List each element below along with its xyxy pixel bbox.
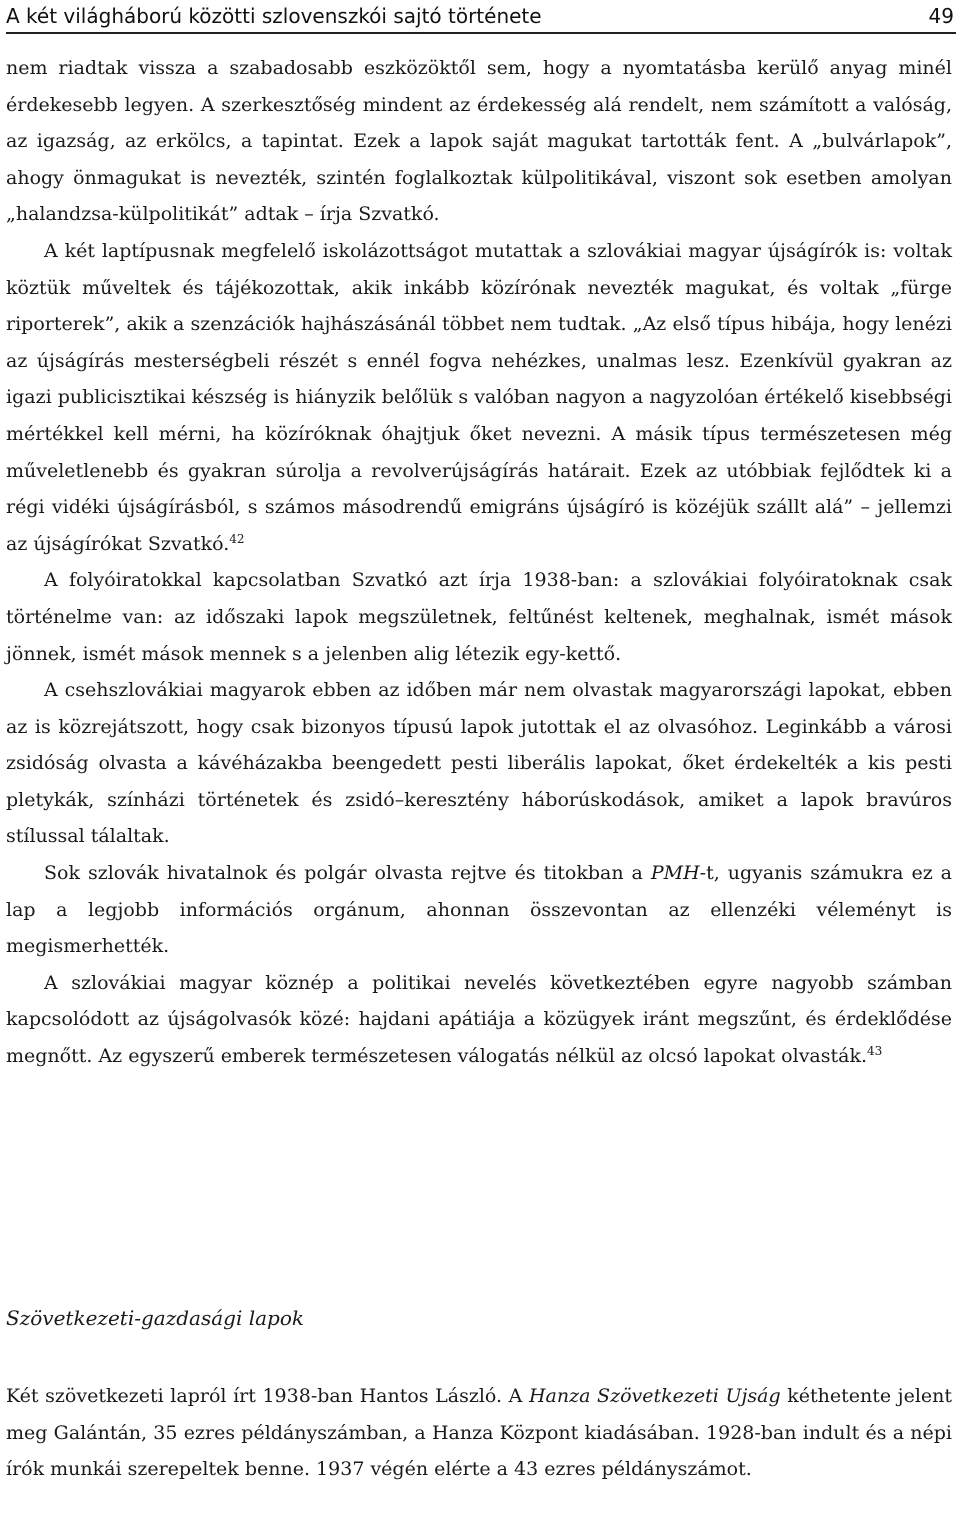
paragraph-1: nem riadtak vissza a szabadosabb eszközöktől sem, hogy a nyomtatásba kerülő anyag minél érdekesebb legyen. A szerkesztőség mindent az érdekesség alá rendelt, nem számított a valóság, az igazság, az erkölcs, a tapintat. Ezek a lapok saját magukat tartották fent. A „bulvárlapok”, ahogy önmagukat is nevezték, szintén foglalkoztak külpolitikával, viszont sok esetben amolyan „halandzsa-külpolitikát” adtak – írja Szvatkó. xyxy=(6,57,952,226)
page-number: 49 xyxy=(928,4,954,28)
section-paragraph-1-italic: Hanza Szövetkezeti Ujság xyxy=(528,1385,781,1407)
paragraph-5-italic: PMH xyxy=(650,862,700,885)
section-heading: Szövetkezeti-gazdasági lapok xyxy=(6,1306,304,1330)
section-text xyxy=(6,1378,952,1488)
paragraph-5-text-b: -t, ugyanis számukra ez a lap a legjobb információs orgánum, ahonnan összevontan az ellenzéki véleményt is megismerhették. xyxy=(6,862,952,958)
paragraph-3: A folyóiratokkal kapcsolatban Szvatkó azt írja 1938-ban: a szlovákiai folyóiratoknak csak történelme van: az időszaki lapok megszületnek, feltűnést keltenek, meghalnak, ismét mások jönnek, ismét mások mennek s a jelenben alig létezik egy-kettő. xyxy=(6,569,952,665)
paragraph-4: A csehszlovákiai magyarok ebben az időben már nem olvastak magyarországi lapokat, ebben az is közrejátszott, hogy csak bizonyos típusú lapok jutottak el az olvasóhoz. Leginkább a városi zsidóság olvasta a kávéházakba beengedett pesti liberális lapokat, őket érdekelték a kis pesti pletykák, színházi történetek és zsidó–keresztény háborúskodások, amiket a lapok bravúros stílussal tálaltak. xyxy=(6,679,952,848)
footnote-ref-42[interactable]: 42 xyxy=(229,531,245,546)
body-text xyxy=(6,50,952,1075)
paragraph-5 xyxy=(6,855,952,965)
paragraph-2 xyxy=(6,233,952,562)
running-header xyxy=(6,0,956,34)
section-paragraph-1-text-a: Két szövetkezeti lapról írt 1938-ban Hantos László. A xyxy=(6,1385,529,1407)
header-title: A két világháború közötti szlovenszkói sajtó története xyxy=(6,4,542,28)
paragraph-6-text: A szlovákiai magyar köznép a politikai nevelés következtében egyre nagyobb számban kapcsolódott az újságolvasók közé: hajdani apátiája a közügyek iránt megszűnt, és érdeklődése megnőtt. Az egyszerű emberek természetesen válogatás nélkül az olcsó lapokat olvasták. xyxy=(6,971,952,1068)
paragraph-5-text-a: Sok szlovák hivatalnok és polgár olvasta rejtve és titokban a xyxy=(44,862,651,885)
footnote-ref-43[interactable]: 43 xyxy=(867,1044,883,1059)
paragraph-6 xyxy=(6,965,952,1075)
section-paragraph-1-text-b: kéthetente jelent meg Galántán, 35 ezres példányszámban, a Hanza Központ kiadásában. 1928-ban indult és a népi írók munkái szerepeltek benne. 1937 végén elérte a 43 ezres példányszámot. xyxy=(6,1385,953,1481)
paragraph-2-text: A két laptípusnak megfelelő iskolázottságot mutattak a szlovákiai magyar újságírók is: voltak köztük műveltek és tájékozottak, akik inkább közírónak nevezték magukat, és voltak „fürge riporterek”, akik a szenzációk hajhászásánál többet nem tudtak. „Az első típus hibája, hogy lenézi az újságírás mesterségbeli részét s ennél fogva nehézkes, unalmas lesz. Ezenkívül gyakran az igazi publicisztikai készség is hiányzik belőlük s valóban nagyon a nagyzolóan értékelő kisebbségi mértékkel kell mérni, ha közíróknak óhajtjuk őket nevezni. A másik típus természetesen még műveletlenebb és gyakran súrolja a revolverújságírás határait. Ezek az utóbbiak fejlődtek ki a régi vidéki újságírásból, s számos másodrendű emigráns újságíró is közéjük szállt alá” – jellemzi az újságírókat Szvatkó. xyxy=(6,239,952,555)
section-paragraph-1 xyxy=(6,1378,952,1488)
